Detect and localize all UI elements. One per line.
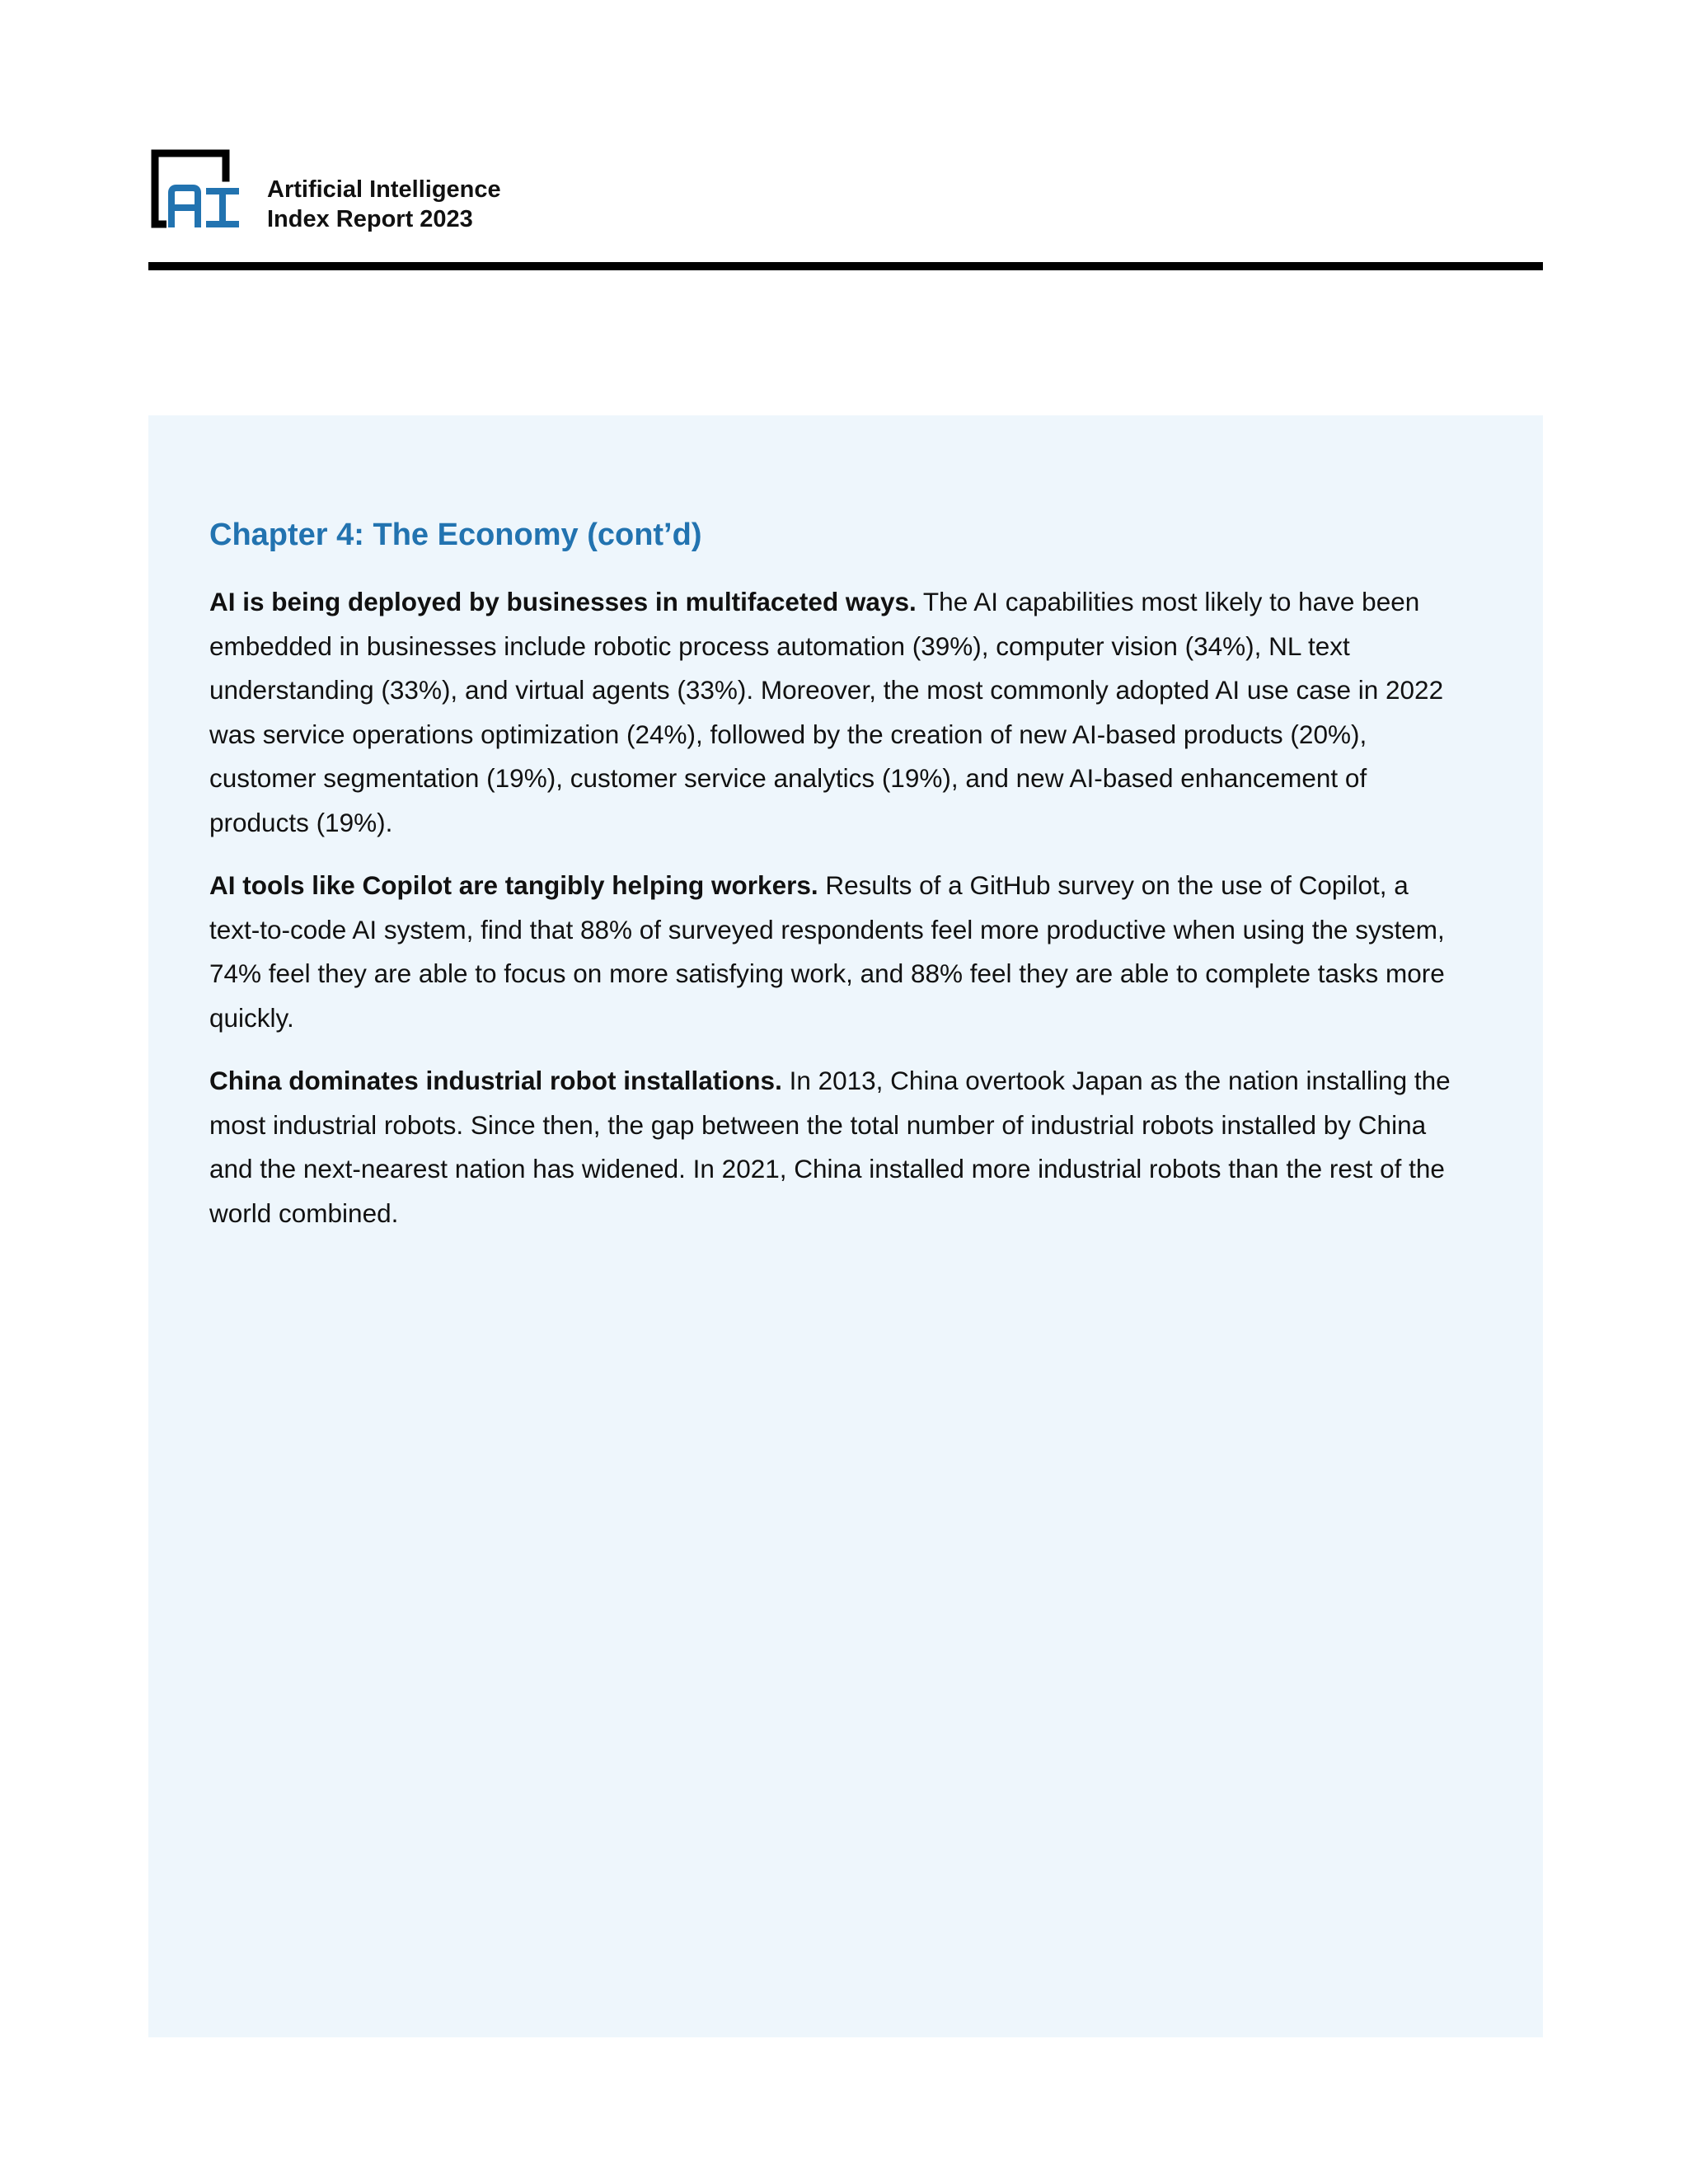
header-divider (148, 262, 1543, 270)
paragraph-china-robots (209, 1059, 1462, 1235)
report-title-line-2: Index Report 2023 (267, 206, 473, 232)
report-title-line-1: Artificial Intelligence (267, 176, 501, 203)
paragraph-text: The AI capabilities most likely to have been embedded in businesses include robotic process automation (39%), computer vision (34%), NL text understanding (33%), and virtual agents (33%). Moreover, the most commonly adopted AI use case in 2022 was service operations optimization (24%), followed by the creation of new AI-based products (20%), customer segmentation (19%), customer service analytics (19%), and new AI-based enhancement of products (19%). (209, 587, 1444, 837)
chapter-highlights-panel (148, 415, 1543, 2037)
chapter-title: Chapter 4: The Economy (cont’d) (209, 518, 702, 552)
ai-index-logo (148, 147, 241, 231)
paragraph-lead: AI tools like Copilot are tangibly helping workers. (209, 870, 818, 900)
paragraph-text: Results of a GitHub survey on the use of Copilot, a text-to-code AI system, find that 88% of surveyed respondents feel more productive when using the system, 74% feel they are able to focus on more satisfying work, and 88% feel they are able to complete tasks more quickly. (209, 870, 1445, 1033)
paragraph-lead: AI is being deployed by businesses in multifaceted ways. (209, 587, 917, 616)
report-header (148, 147, 1543, 242)
paragraph-business-deployment (209, 580, 1462, 845)
paragraph-copilot (209, 864, 1462, 1040)
paragraph-lead: China dominates industrial robot installations. (209, 1066, 782, 1095)
paragraph-text: In 2013, China overtook Japan as the nation installing the most industrial robots. Since then, the gap between the total number of industrial robots installed by China and the next-nearest nation has widened. In 2021, China installed more industrial robots than the rest of the world combined. (209, 1066, 1451, 1228)
report-title (267, 175, 501, 234)
chapter-body (209, 580, 1462, 1254)
